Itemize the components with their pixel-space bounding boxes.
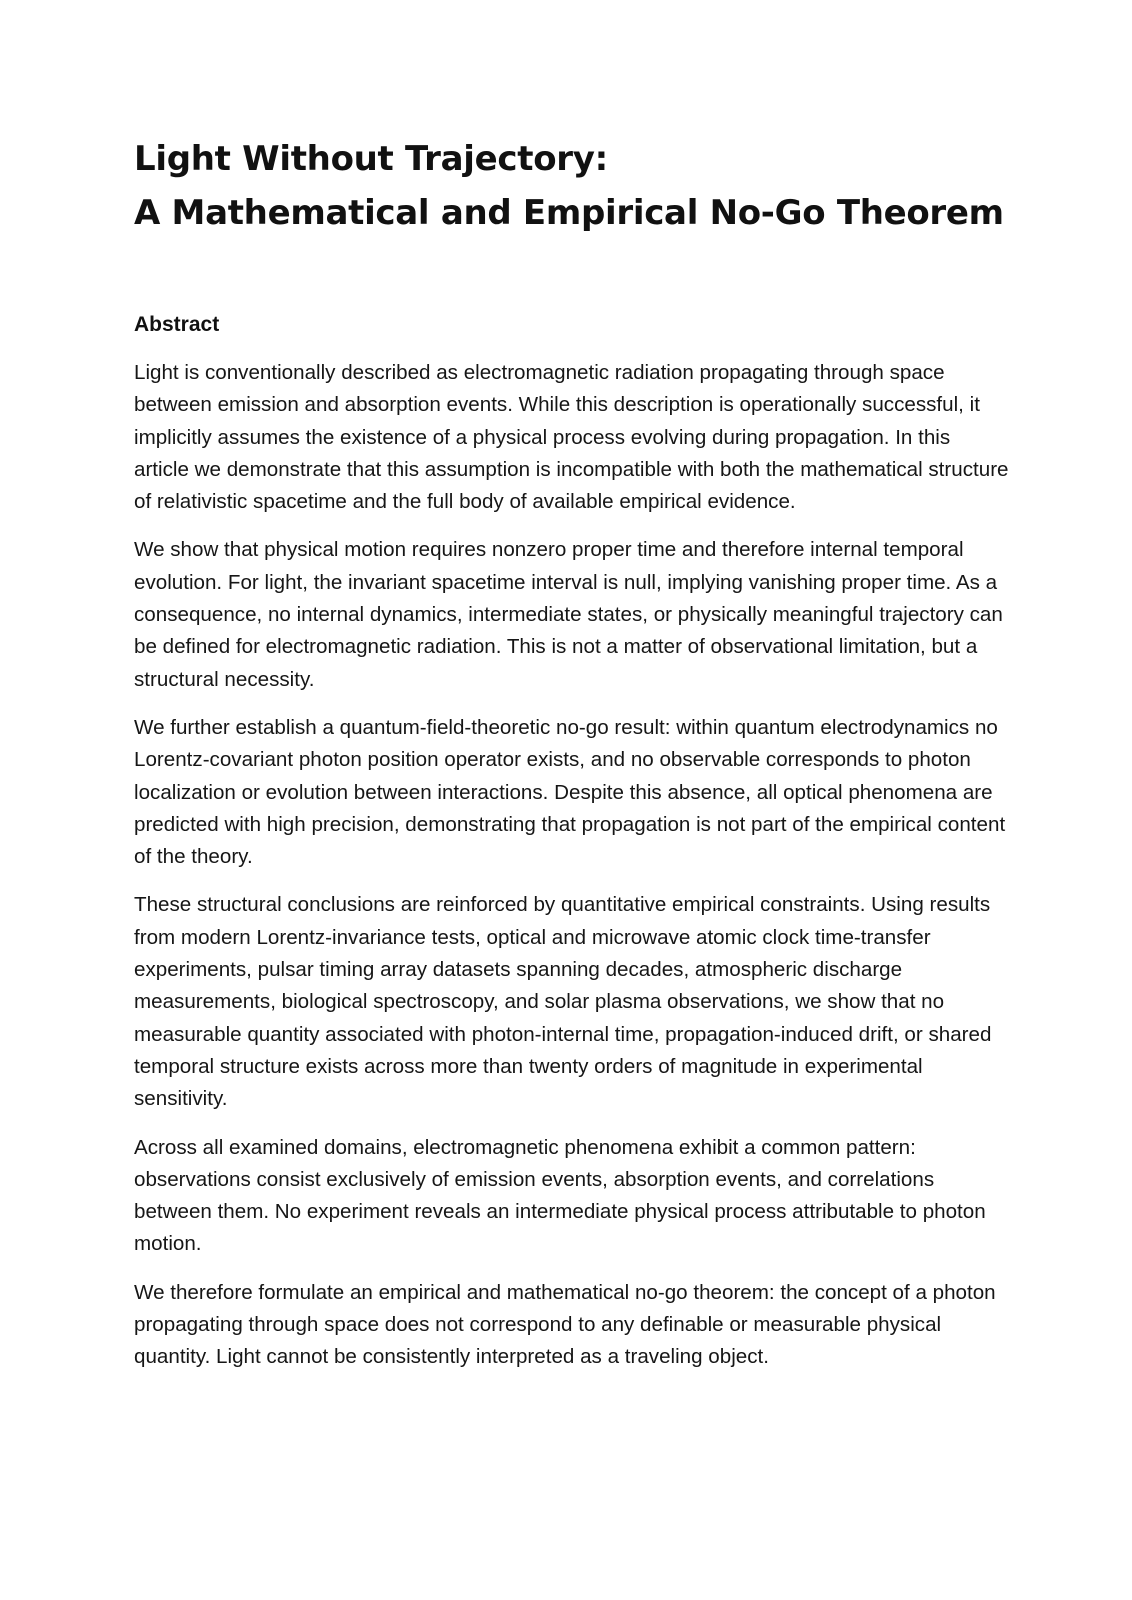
- title-line-1: Light Without Trajectory:: [134, 139, 608, 179]
- abstract-heading: Abstract: [134, 313, 220, 336]
- abstract-paragraph-2: We show that physical motion requires nonzero proper time and therefore internal temporal evolution. For light, the invariant spacetime interval is null, implying vanishing proper time. As a consequence, no internal dynamics, intermediate states, or physically meaningful trajectory can be defined for electromagnetic radiation. This is not a matter of observational limitation, but a structural necessity.: [134, 538, 1003, 691]
- abstract-paragraph-1: Light is conventionally described as electromagnetic radiation propagating through space between emission and absorption events. While this description is operationally successful, it implicitly assumes the existence of a physical process evolving during propagation. In this article we demonstrate that this assumption is incompatible with both the mathematical structure of relativistic spacetime and the full body of available empirical evidence.: [134, 361, 1009, 514]
- paper-title: [134, 132, 1009, 240]
- abstract-paragraph-6: We therefore formulate an empirical and mathematical no-go theorem: the concept of a photon propagating through space does not correspond to any definable or measurable physical quantity. Light cannot be consistently interpreted as a traveling object.: [134, 1280, 996, 1369]
- title-line-2: A Mathematical and Empirical No-Go Theorem: [134, 193, 1004, 233]
- abstract-paragraph-4: These structural conclusions are reinforced by quantitative empirical constraints. Using results from modern Lorentz-invariance tests, optical and microwave atomic clock time-transfer experiments, pulsar timing array datasets spanning decades, atmospheric discharge measurements, biological spectroscopy, and solar plasma observations, we show that no measurable quantity associated with photon-internal time, propagation-induced drift, or shared temporal structure exists across more than twenty orders of magnitude in experimental sensitivity.: [134, 893, 992, 1111]
- paper-page: [134, 132, 1009, 1374]
- abstract-paragraph-3: We further establish a quantum-field-theoretic no-go result: within quantum electrodynamics no Lorentz-covariant photon position operator exists, and no observable corresponds to photon localization or evolution between interactions. Despite this absence, all optical phenomena are predicted with high precision, demonstrating that propagation is not part of the empirical content of the theory.: [134, 715, 1006, 869]
- abstract-paragraph-5: Across all examined domains, electromagnetic phenomena exhibit a common pattern: observations consist exclusively of emission events, absorption events, and correlations between them. No experiment reveals an intermediate physical process attributable to photon motion.: [134, 1135, 986, 1256]
